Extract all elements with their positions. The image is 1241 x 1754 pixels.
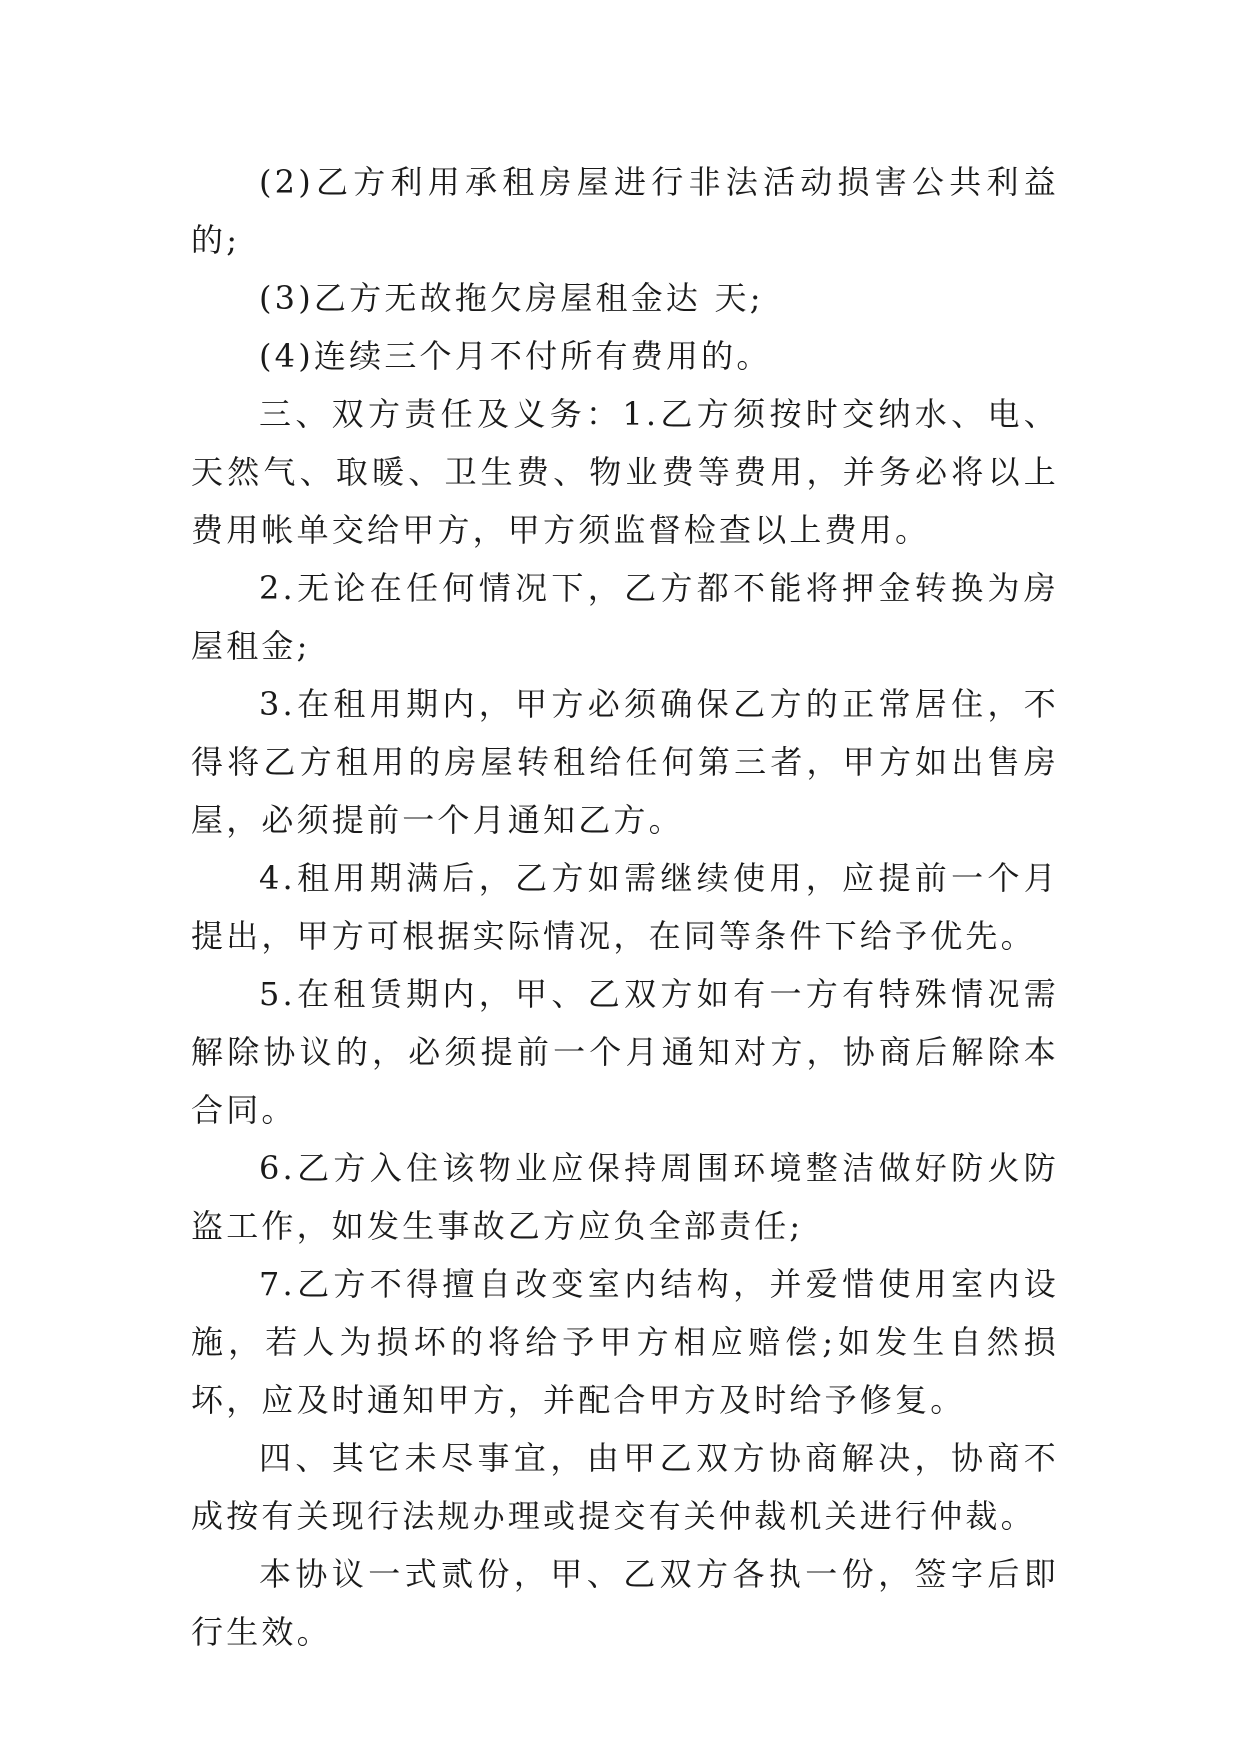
clause-item-3: (3)乙方无故拖欠房屋租金达 天; — [259, 279, 764, 317]
contract-body — [191, 153, 1059, 1661]
duty-item-6: 6.乙方入住该物业应保持周围环境整洁做好防火防盗工作，如发生事故乙方应负全部责任; — [191, 1149, 1059, 1245]
section-four-other: 四、其它未尽事宜，由甲乙双方协商解决，协商不成按有关现行法规办理或提交有关仲裁机关进行仲裁。 — [191, 1439, 1059, 1535]
duty-item-7: 7.乙方不得擅自改变室内结构，并爱惜使用室内设施，若人为损坏的将给予甲方相应赔偿;如发生自然损坏，应及时通知甲方，并配合甲方及时给予修复。 — [191, 1265, 1059, 1419]
duty-item-5: 5.在租赁期内，甲、乙双方如有一方有特殊情况需解除协议的，必须提前一个月通知对方，协商后解除本合同。 — [191, 975, 1059, 1129]
duty-item-3: 3.在租用期内，甲方必须确保乙方的正常居住，不得将乙方租用的房屋转租给任何第三者，甲方如出售房屋，必须提前一个月通知乙方。 — [191, 685, 1059, 839]
closing-statement: 本协议一式贰份，甲、乙双方各执一份，签字后即行生效。 — [191, 1555, 1059, 1651]
clause-item-2: (2)乙方利用承租房屋进行非法活动损害公共利益的; — [191, 163, 1059, 259]
duty-item-2: 2.无论在任何情况下，乙方都不能将押金转换为房屋租金; — [191, 569, 1059, 665]
duty-item-4: 4.租用期满后，乙方如需继续使用，应提前一个月提出，甲方可根据实际情况，在同等条件下给予优先。 — [191, 859, 1059, 955]
clause-item-4: (4)连续三个月不付所有费用的。 — [259, 337, 772, 375]
section-three-duties: 三、双方责任及义务：1.乙方须按时交纳水、电、天然气、取暖、卫生费、物业费等费用，并务必将以上费用帐单交给甲方，甲方须监督检查以上费用。 — [191, 395, 1059, 549]
